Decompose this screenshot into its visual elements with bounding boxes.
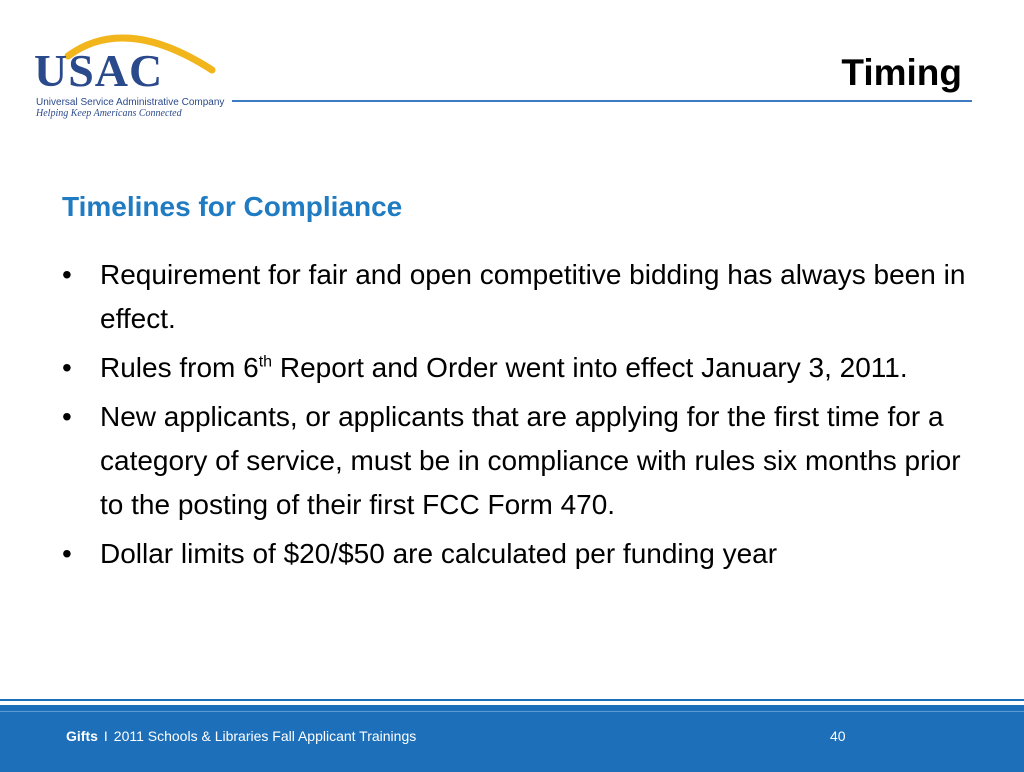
logo-wordmark: USAC bbox=[34, 45, 164, 96]
bullet-item bbox=[62, 253, 972, 341]
bullet-icon: • bbox=[62, 538, 72, 569]
bullet-icon: • bbox=[62, 352, 72, 383]
bullet-text: Requirement for fair and open competitive bidding has always been in effect. bbox=[100, 259, 966, 334]
footer-event: 2011 Schools & Libraries Fall Applicant Trainings bbox=[113, 728, 417, 744]
section-subtitle: Timelines for Compliance bbox=[62, 191, 403, 222]
footer-bar bbox=[0, 701, 1024, 772]
bullet-list bbox=[62, 253, 972, 581]
logo-company-name: Universal Service Administrative Company bbox=[36, 97, 225, 108]
bullet-item bbox=[62, 532, 972, 576]
ordinal-suffix: th bbox=[258, 353, 273, 371]
footer-caption bbox=[66, 728, 416, 744]
bullet-item bbox=[62, 395, 972, 527]
bullet-icon: • bbox=[62, 401, 72, 432]
footer-divider bbox=[0, 711, 1024, 712]
logo-tagline: Helping Keep Americans Connected bbox=[36, 108, 182, 119]
bullet-item bbox=[62, 346, 972, 390]
bullet-text-end: Report and Order went into effect January 3, 2011. bbox=[272, 352, 908, 383]
slide-title: Timing bbox=[841, 52, 962, 93]
page-number: 40 bbox=[830, 728, 846, 744]
header-divider bbox=[232, 100, 972, 102]
bullet-text: New applicants, or applicants that are applying for the first time for a category of service, must be in compliance with rules six months prior to the posting of their first FCC Form 470. bbox=[100, 401, 961, 520]
footer-separator: I bbox=[103, 728, 108, 744]
bullet-text: Dollar limits of $20/$50 are calculated per funding year bbox=[100, 538, 778, 569]
usac-logo bbox=[30, 22, 230, 122]
footer-topic: Gifts bbox=[66, 728, 98, 744]
bullet-text-start: Rules from 6 bbox=[100, 352, 259, 383]
bullet-icon: • bbox=[62, 259, 72, 290]
